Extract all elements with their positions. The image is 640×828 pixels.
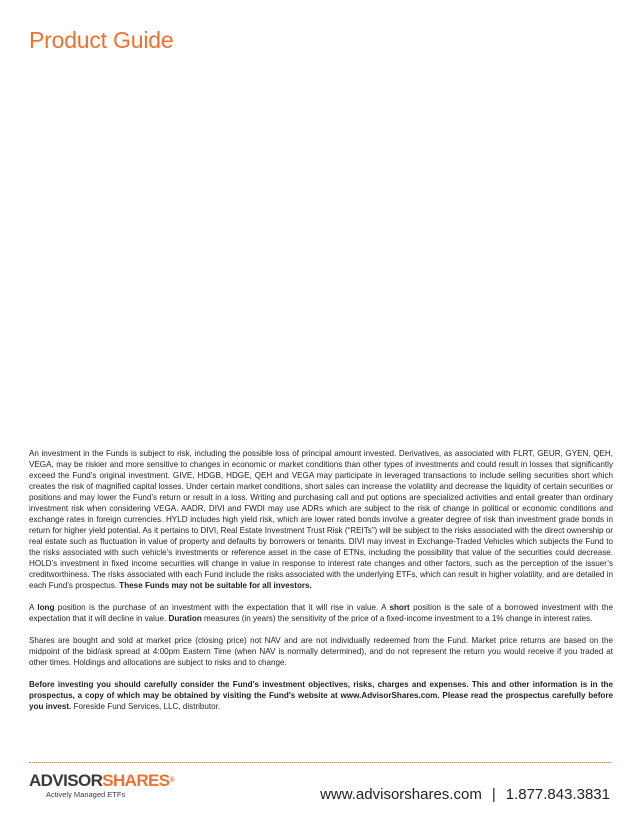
phone-number: 1.877.843.3831 xyxy=(505,786,610,803)
logo-advisor-text: ADVISOR xyxy=(29,771,103,790)
contact-info xyxy=(320,786,610,803)
disclosure-text xyxy=(29,448,613,723)
footer-divider xyxy=(29,762,611,763)
definition-text: position is the sale of a borrowed investment with the expectation that it will decline in value. xyxy=(29,603,614,623)
definition-text: measures (in years) the sensitivity of the price of a fixed-income investment to a 1% change in interest rates. xyxy=(201,614,593,623)
website-link[interactable]: www.advisorshares.com xyxy=(320,786,482,803)
definitions-paragraph xyxy=(29,602,613,624)
logo-shares-text: SHARES xyxy=(102,771,170,790)
definition-text: A xyxy=(29,603,38,612)
prospectus-paragraph xyxy=(29,679,613,712)
suitability-warning: These Funds may not be suitable for all investors. xyxy=(119,581,312,590)
advisorshares-logo xyxy=(29,772,174,799)
risk-text: An investment in the Funds is subject to risk, including the possible loss of principal amount invested. Derivatives, as associated with FLRT, GEUR, GYEN, QEH, VEGA, may be riskier and more sensitive to changes in economic or market conditions than other types of investments and could result in losses that significantly exceed the Fund’s original investment. GIVE, HDGB, HDGE, QEH and VEGA may participate in leveraged transactions to include selling securities short which creates the risk of magnified capital losses. Under certain market conditions, short sales can increase the volatility and decrease the liquidity of certain securities or positions and may lower the Fund’s return or result in a loss. Writing and purchasing call and put options are specialized activities and entail greater than ordinary investment risk when considering VEGA. AADR, DIVI and FWDI may use ADRs which are subject to the risk of change in political or economic conditions and exchange rates in foreign currencies. HYLD includes high yield risk, which are lower rated bonds involve a greater degree of risk than investment grade bonds in return for higher yield potential. As it pertains to DIVI, Real Estate Investment Trust Risk (“REITs”) will be subject to the risks associated with the direct ownership or real estate such as fluctuation in value of property and defaults by borrowers or tenants. DIVI may invest in Exchange-Traded Vehicles which subjects the Fund to the risks associated with such vehicle’s investments or reference asset in the case of ETNs, including the possibility that value of the securities could decrease. HOLD’s investment in fixed income securities will change in value in response to interest rate changes and other factors, such as the perception of the issuer’s creditworthiness. The risks associated with each Fund include the risks associated with the underlying ETFs, which can result in higher volatility, and are detailed in each Fund’s prospectus. xyxy=(29,449,613,590)
contact-separator: | xyxy=(491,786,496,803)
risk-paragraph xyxy=(29,448,613,591)
term-duration: Duration xyxy=(168,614,202,623)
prospectus-warning: Before investing you should carefully consider the Fund’s investment objectives, risks, charges and expenses. This and other information is in the prospectus, a copy of which may be obtained by visiting the Fund’s website at www.AdvisorShares.com. Please read the prospectus carefully before you invest. xyxy=(29,680,613,711)
term-short: short xyxy=(389,603,410,612)
logo-registered-mark: ® xyxy=(169,777,175,784)
distributor-text: Foreside Fund Services, LLC, distributor. xyxy=(71,702,221,711)
page-title: Product Guide xyxy=(29,27,174,53)
market-price-paragraph: Shares are bought and sold at market price (closing price) not NAV and are not individually redeemed from the Fund. Market price returns are based on the midpoint of the bid/ask spread at 4:00pm Eastern Time (when NAV is normally determined), and do not represent the return you would receive if you traded at other times. Holdings and allocations are subject to risks and to change. xyxy=(29,636,613,667)
definition-text: position is the purchase of an investment with the expectation that it will rise in value. A xyxy=(54,603,390,612)
logo-tagline: Actively Managed ETFs xyxy=(46,790,126,799)
term-long: long xyxy=(37,603,55,612)
